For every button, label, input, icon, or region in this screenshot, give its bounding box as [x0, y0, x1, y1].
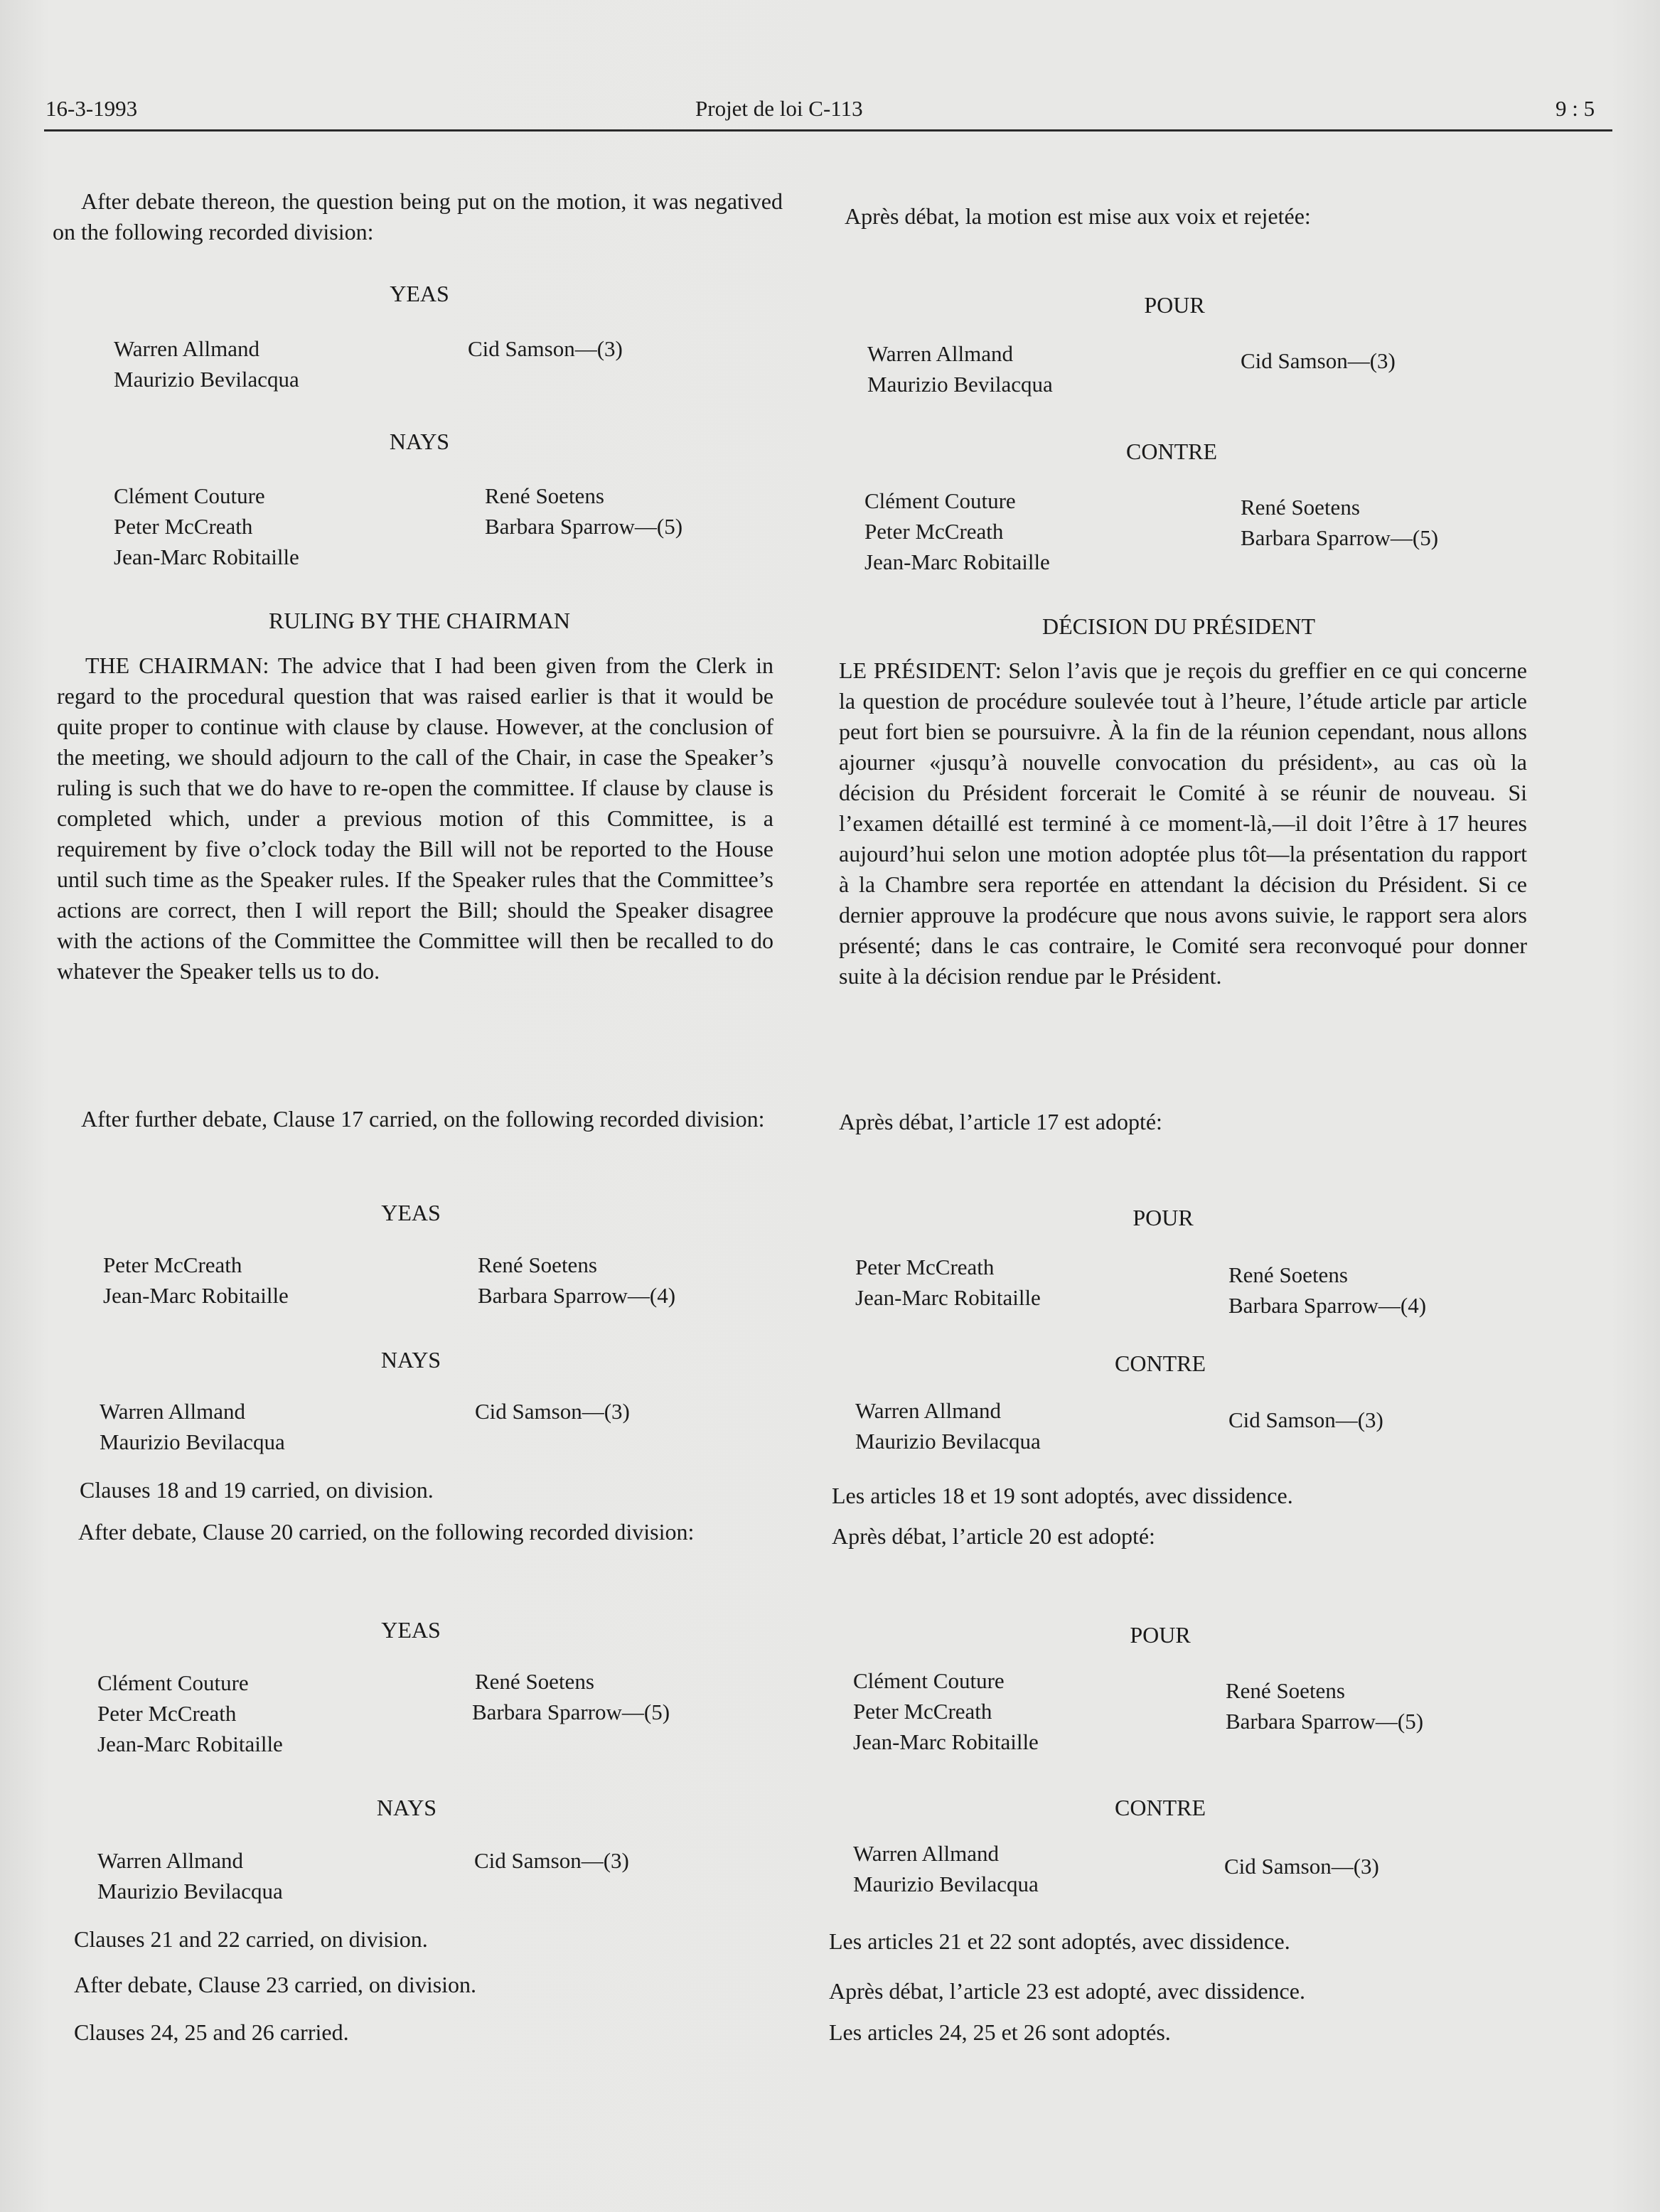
en-intro: After debate thereon, the question being put on the motion, it was negatived on the following recorded division: [53, 188, 783, 245]
en-div2-yea-name: Peter McCreath [103, 1252, 242, 1277]
en-div1-nay-name: René Soetens [485, 483, 604, 508]
en-div1-yea-name: Maurizio Bevilacqua [114, 367, 299, 392]
en-div2-yea-name: René Soetens [478, 1252, 597, 1277]
fr-div2-nay-name: Maurizio Bevilacqua [855, 1429, 1041, 1454]
en-clauses-24-25-26: Clauses 24, 25 and 26 carried. [74, 2019, 349, 2045]
en-clause17: After further debate, Clause 17 carried, on the following recorded division: [81, 1106, 765, 1132]
header-date: 16-3-1993 [45, 96, 138, 121]
fr-div2-yea-name: Peter McCreath [855, 1255, 995, 1279]
en-div2-nays-label: NAYS [380, 1347, 441, 1373]
fr-div1-yeas-label: POUR [1144, 292, 1205, 318]
fr-clause23: Après débat, l’article 23 est adopté, avec dissidence. [829, 1978, 1305, 2004]
fr-div3-yea-name: René Soetens [1226, 1678, 1345, 1703]
fr-div2-yea-name: Jean-Marc Robitaille [855, 1285, 1041, 1310]
fr-div1-nay-name: Peter McCreath [864, 519, 1004, 544]
en-div2-nay-name: Warren Allmand [100, 1399, 245, 1424]
en-div3-yea-name: Clément Couture [97, 1670, 249, 1695]
fr-div2-yea-name: Barbara Sparrow—(4) [1228, 1293, 1427, 1318]
en-clauses-21-22: Clauses 21 and 22 carried, on division. [74, 1926, 428, 1952]
fr-clauses-24-25-26: Les articles 24, 25 et 26 sont adoptés. [829, 2019, 1171, 2045]
fr-div2-nays-label: CONTRE [1115, 1351, 1206, 1376]
en-div2-yea-name: Jean-Marc Robitaille [103, 1283, 289, 1308]
en-div3-yea-name: Barbara Sparrow—(5) [472, 1700, 670, 1724]
en-div1-nay-name: Barbara Sparrow—(5) [485, 514, 683, 539]
fr-div1-yea-name: Maurizio Bevilacqua [867, 372, 1053, 397]
fr-div1-nay-name: Barbara Sparrow—(5) [1241, 525, 1439, 550]
fr-ruling-text: LE PRÉSIDENT: Selon l’avis que je reçois du greffier en ce qui concerne la question de procédure soulevée tout à l’heure, l’étude article par article peut fort bien se poursuivre. À la fin de la réunion cependant, nous allons ajourner «jusqu’à nouvelle convocation du président», au cas où la décision du Président forcerait le Comité à se réunir de nouveau. Si l’examen détaillé est terminé à ce moment-là,—il doit l’être à 17 heures aujourd’hui selon une motion adoptée plus tôt—la présentation du rapport à la Chambre sera reportée en attendant la décision du Président. Si ce dernier approuve la prodécure que nous avons suivie, le rapport sera alors présenté; dans le cas contraire, le Comité sera reconvoqué pour donner suite à la décision rendue par le Président. [839, 657, 1527, 989]
fr-div2-nay-name: Warren Allmand [855, 1398, 1001, 1423]
fr-div3-nay-name: Maurizio Bevilacqua [853, 1872, 1039, 1896]
fr-clause17: Après débat, l’article 17 est adopté: [839, 1109, 1162, 1134]
en-div3-yea-name: Jean-Marc Robitaille [97, 1732, 283, 1756]
en-div3-yeas-label: YEAS [381, 1617, 441, 1643]
header-page-number: 9 : 5 [1555, 96, 1595, 121]
fr-div1-yea-name: Cid Samson—(3) [1241, 348, 1396, 373]
en-clauses-18-19: Clauses 18 and 19 carried, on division. [80, 1477, 434, 1503]
en-div3-yea-name: René Soetens [475, 1669, 594, 1694]
fr-clauses-18-19: Les articles 18 et 19 sont adoptés, avec dissidence. [832, 1483, 1293, 1508]
fr-div1-nay-name: Jean-Marc Robitaille [864, 549, 1050, 574]
en-div2-yea-name: Barbara Sparrow—(4) [478, 1283, 676, 1308]
fr-div3-nay-name: Warren Allmand [853, 1841, 999, 1866]
en-div1-nay-name: Peter McCreath [114, 514, 253, 539]
en-div1-nays-label: NAYS [389, 429, 450, 454]
fr-div1-nays-label: CONTRE [1126, 439, 1217, 464]
en-div3-nay-name: Cid Samson—(3) [474, 1848, 629, 1873]
fr-div1-nay-name: René Soetens [1241, 495, 1360, 520]
header-rule [44, 129, 1612, 131]
fr-div3-yea-name: Clément Couture [853, 1668, 1005, 1693]
en-clause23: After debate, Clause 23 carried, on division. [74, 1972, 477, 1997]
fr-ruling-heading: DÉCISION DU PRÉSIDENT [1042, 613, 1315, 639]
en-div3-yea-name: Peter McCreath [97, 1701, 237, 1726]
en-div3-nay-name: Warren Allmand [97, 1848, 243, 1873]
fr-clause20: Après débat, l’article 20 est adopté: [832, 1523, 1155, 1549]
fr-div1-yea-name: Warren Allmand [867, 341, 1013, 366]
en-div2-yeas-label: YEAS [381, 1200, 441, 1225]
fr-div3-yea-name: Jean-Marc Robitaille [853, 1729, 1039, 1754]
fr-div3-nays-label: CONTRE [1115, 1795, 1206, 1820]
fr-div2-yeas-label: POUR [1132, 1205, 1194, 1230]
fr-div3-yea-name: Peter McCreath [853, 1699, 992, 1724]
en-div3-nays-label: NAYS [376, 1795, 437, 1820]
en-div1-yea-name: Warren Allmand [114, 336, 259, 361]
fr-div2-nay-name: Cid Samson—(3) [1228, 1407, 1383, 1432]
en-div1-nay-name: Jean-Marc Robitaille [114, 544, 299, 569]
en-clause20: After debate, Clause 20 carried, on the following recorded division: [78, 1519, 695, 1545]
fr-div1-nay-name: Clément Couture [864, 488, 1016, 513]
en-div3-nay-name: Maurizio Bevilacqua [97, 1879, 283, 1904]
en-div1-nay-name: Clément Couture [114, 483, 265, 508]
en-ruling-text: THE CHAIRMAN: The advice that I had been given from the Clerk in regard to the procedural question that was raised earlier is that it would be quite proper to continue with clause by clause. However, at the conclusion of the meeting, we should adjourn to the call of the Chair, in case the Speaker’s ruling is such that we do have to re-open the committee. If clause by clause is completed which, under a previous motion of this Committee, is a requirement by five o’clock today the Bill will not be reported to the House until such time as the Speaker rules. If the Speaker rules that the Committee’s actions are correct, then I will report the Bill; should the Speaker disagree with the actions of the Committee the Committee will then be recalled to do whatever the Speaker tells us to do. [57, 653, 773, 984]
fr-div3-yeas-label: POUR [1130, 1622, 1191, 1648]
en-div2-nay-name: Cid Samson—(3) [475, 1399, 630, 1424]
fr-div3-yea-name: Barbara Sparrow—(5) [1226, 1709, 1424, 1734]
header-title: Projet de loi C-113 [695, 96, 863, 121]
en-div2-nay-name: Maurizio Bevilacqua [100, 1429, 285, 1454]
fr-intro: Après débat, la motion est mise aux voix et rejetée: [845, 203, 1311, 229]
en-div1-yea-name: Cid Samson—(3) [468, 336, 623, 361]
fr-clauses-21-22: Les articles 21 et 22 sont adoptés, avec dissidence. [829, 1928, 1290, 1954]
en-div1-yeas-label: YEAS [390, 281, 449, 306]
fr-div3-nay-name: Cid Samson—(3) [1224, 1854, 1379, 1879]
fr-div2-yea-name: René Soetens [1228, 1262, 1348, 1287]
en-ruling-heading: RULING BY THE CHAIRMAN [269, 608, 570, 633]
